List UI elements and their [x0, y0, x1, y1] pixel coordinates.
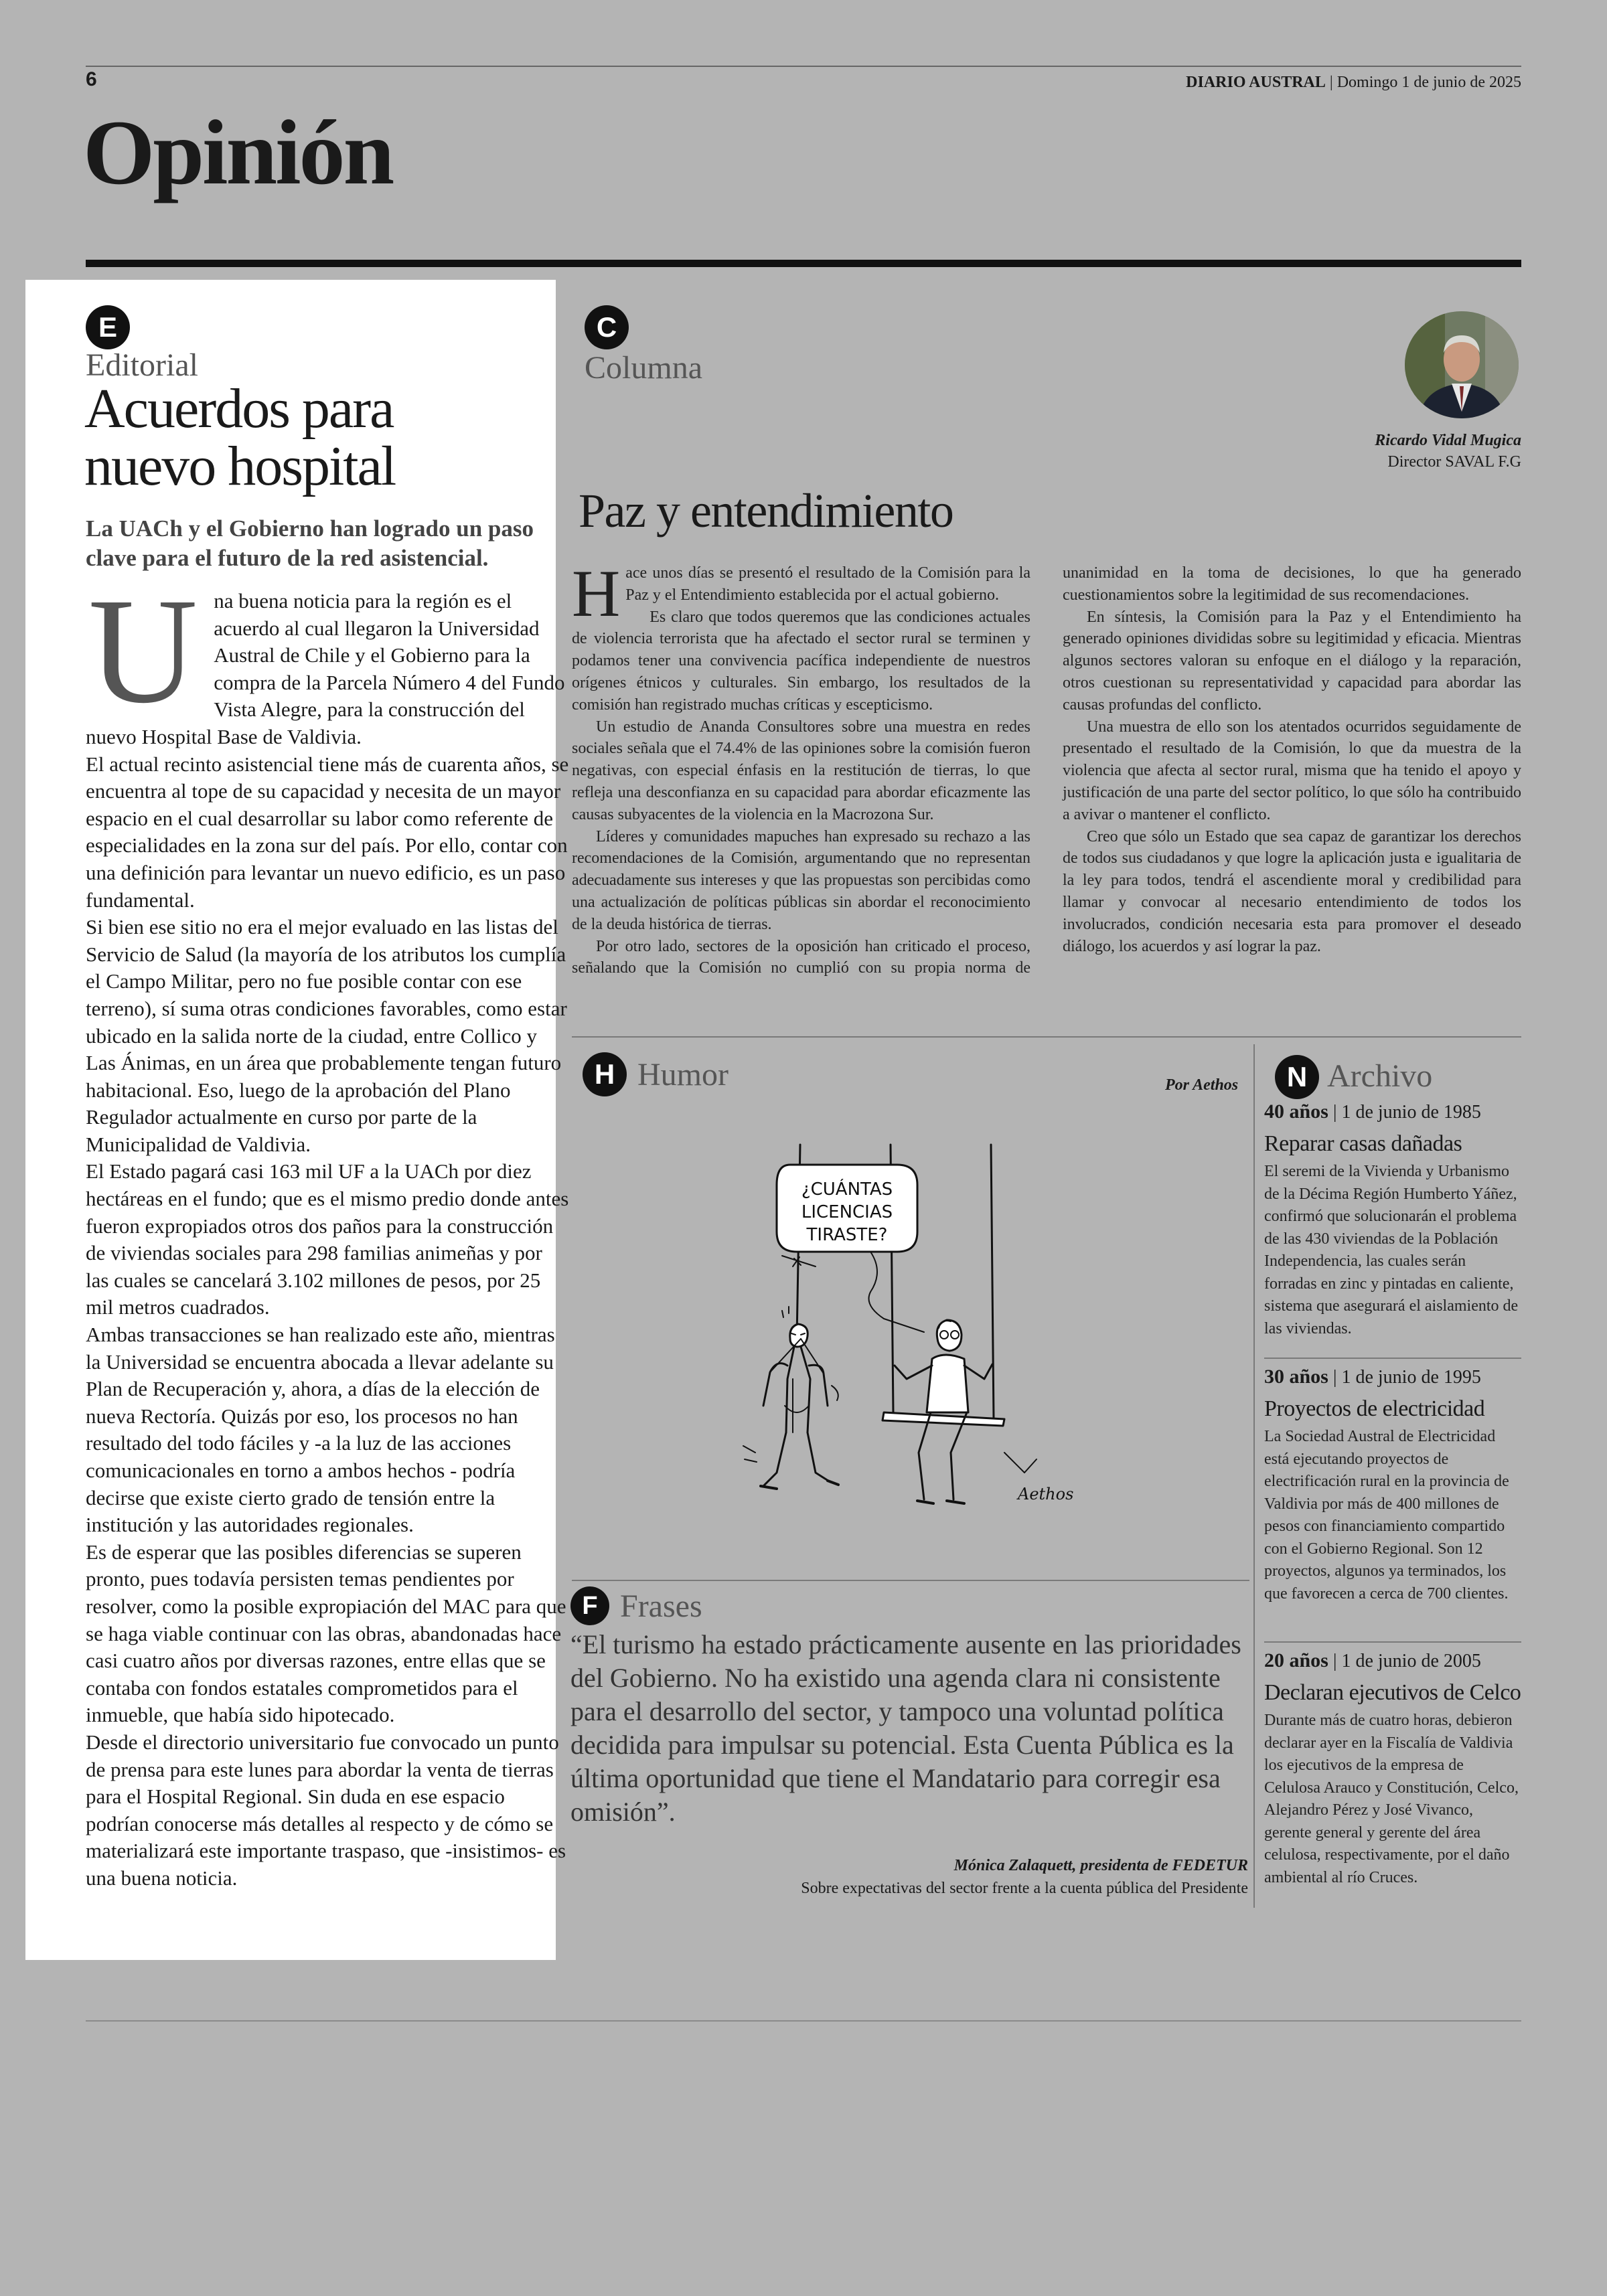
archive-entry [1264, 1649, 1521, 1889]
section-rule [86, 260, 1521, 267]
editorial-headline-line: nuevo hospital [84, 435, 396, 497]
archive-title: Reparar casas dañadas [1264, 1131, 1462, 1156]
editorial-paragraph: Es de esperar que las posibles diferencias se superen pronto, pues todavía persisten temas pendientes por resolver, como la posible expropiación del MAC para que se haga viable continuar con las obras, abandonadas hace casi cuatro años por diversas razones, entre ellas que se contaba con fondos estatales comprometidos para el inmueble, que había sido hipotecado. [86, 1540, 566, 1727]
column-paragraph: Líderes y comunidades mapuches han expresado su rechazo a las recomendaciones de la Comisión, argumentando que no representan adecuadamente sus intereses y que las propuestas son percibidas como una actualización de políticas públicas sin abordar el reconocimiento de la deuda histórica de tierras. [572, 827, 1030, 933]
column-paragraph: Por otro lado, sectores de la oposición han criticado el proceso, señalando que la Comisión no cumplió con su propia norma de unanimidad en la toma de decisiones, lo que ha generado cuestionamientos sobre la legitimidad de sus recomendaciones. [572, 564, 1521, 977]
author-role: Director SAVAL F.G [1387, 453, 1521, 471]
archive-text: El seremi de la Vivienda y Urbanismo de la Décima Región Humberto Yáñez, confirmó que solucionarán el problema de las 430 viviendas de la Población Independencia, las cuales serán forradas en zinc y pintadas en caliente, sistema que asegurará el aislamiento de las viviendas. [1264, 1163, 1519, 1337]
humor-credit: Por Aethos [1165, 1076, 1239, 1094]
archive-year: 20 años | 1 de junio de 2005 [1264, 1649, 1481, 1671]
humor-label: Humor [637, 1057, 729, 1092]
archive-title: Declaran ejecutivos de Celco [1264, 1680, 1521, 1705]
archive-title: Proyectos de electricidad [1264, 1396, 1485, 1421]
editorial-label: Editorial [86, 347, 198, 383]
column-badge: C [585, 305, 629, 349]
archivo-badge: N [1275, 1055, 1319, 1099]
frases-quote: “El turismo ha estado prácticamente ausente en las prioridades del Gobierno. No ha existido una agenda clara ni consistente para el desarrollo del sector, y tampoco una voluntad política decidida para impulsar su potencial. Esta Cuenta Pública es la última oportunidad que tiene el Mandatario para corregir esa omisión”. [570, 1629, 1241, 1827]
editorial-paragraph: Desde el directorio universitario fue convocado un punto de prensa para este lunes para abordar la venta de tierras para el Hospital Regional. Sin duda en ese espacio podrían conocerse más detalles al respecto y de cómo se materializará este importante traspaso, que -insistimos- es una buena noticia. [86, 1730, 566, 1890]
archive-entry [1264, 1366, 1521, 1605]
dropcap: U [88, 567, 198, 734]
frases-label: Frases [620, 1588, 702, 1624]
cartoon-illustration [670, 1138, 1112, 1573]
editorial-body [86, 567, 569, 1892]
column-paragraph: Un estudio de Ananda Consultores sobre una muestra en redes sociales señala que el 74.4% de las opiniones sobre la comisión fueron negativas, con especial énfasis en la restitución de tierras, lo que refleja una desconfianza en su capacidad para abordar eficazmente las causas subyacentes de la violencia en la Macrozona Sur. [572, 718, 1030, 823]
archive-divider [1264, 1641, 1521, 1643]
editorial-paragraph: Si bien ese sitio no era el mejor evaluado en las listas del Servicio de Salud (la mayoría de los atributos los cumplía el Campo Militar, pero no fue posible contar con ese terreno), sí suma otras condiciones favorables, como estar ubicado en la salida norte de la ciudad, entre Collico y Las Ánimas, en un área que probablemente tengan futuro habitacional. Eso, luego de la aprobación del Plano Regulador actualmente en curso por parte de la Municipalidad de Valdivia. [86, 915, 567, 1156]
frases-source [801, 1854, 1248, 1900]
section-divider [572, 1036, 1521, 1038]
editorial-badge: E [86, 305, 130, 349]
column-paragraph: Creo que sólo un Estado que sea capaz de garantizar los derechos de todos sus ciudadanos y que logre la aplicación justa e igualitaria de la ley para todos, tendrá el ascendiente moral y credibilidad para llamar y convocar al necesario entendimiento de todos los involucrados, condición necesaria esta para promover el deseado diálogo, los acuerdos y así lograr la paz. [1063, 827, 1521, 955]
editorial-paragraph: El actual recinto asistencial tiene más de cuarenta años, se encuentra al tope de su capacidad y necesita de un mayor espacio en el cual desarrollar su labor como referente de especialidades en la zona sur del país. Por ello, contar con una definición para levantar un nuevo edificio, es un paso fundamental. [86, 752, 569, 912]
editorial-deck: La UACh y el Gobierno han logrado un paso clave para el futuro de la red asistencial. [86, 515, 534, 571]
column-label: Columna [585, 350, 702, 386]
column-paragraph: Es claro que todos queremos que las condiciones actuales de violencia terrorista que ha afectado el sector rural se terminen y podamos tener una convivencia pacífica independiente de nuestros orígenes étnicos y culturales. Sin embargo, los resultados de la comisión han registrado muchas críticas y escepticismo. [572, 608, 1030, 714]
column-author [1375, 430, 1521, 473]
dropcap: H [572, 556, 621, 631]
author-photo [1405, 311, 1519, 418]
quote-context: Sobre expectativas del sector frente a la cuenta pública del Presidente [801, 1880, 1248, 1897]
speech-bubble-text: TIRASTE? [806, 1225, 888, 1245]
footer-rule [86, 2020, 1521, 2022]
column-title: Paz y entendimiento [579, 484, 953, 538]
archive-text: La Sociedad Austral de Electricidad está ejecutando proyectos de electrificación rural en la provincia de Valdivia por más de 400 millones de pesos con financiamiento compartido con el Gobierno Regional. Son 12 proyectos, algunos ya terminados, los que favorecen a cerca de 700 clientes. [1264, 1428, 1509, 1603]
column-paragraph: Una muestra de ello son los atentados ocurridos seguidamente de presentado el resultado de la Comisión, lo que da muestra de la violencia que afecta al sector rural, misma que ha tenido el apoyo y justificación de una parte del sector político, lo que sólo ha contribuido a avivar o mantener el conflicto. [1063, 718, 1521, 823]
editorial-paragraph: Ambas transacciones se han realizado este año, mientras la Universidad se encuentra abocada a llevar adelante su Plan de Recuperación y, ahora, a días de la elección de nueva Rectoría. Quizás por eso, los procesos no han resultado del todo fáciles y -a la luz de las acciones comunicacionales en torno a ambos hechos - podría decirse que existe cierto grado de tensión entre la institución y las autoridades regionales. [86, 1323, 555, 1537]
archive-entry [1264, 1100, 1521, 1340]
author-name: Ricardo Vidal Mugica [1375, 432, 1521, 449]
editorial-headline-line: Acuerdos para [84, 378, 394, 440]
header-rule [86, 66, 1521, 67]
archive-divider [1264, 1358, 1521, 1359]
editorial-headline [84, 380, 540, 495]
section-divider [572, 1580, 1249, 1581]
column-divider [1253, 1044, 1255, 1908]
archivo-label: Archivo [1327, 1058, 1433, 1094]
section-title: Opinión [83, 101, 393, 203]
editorial-paragraph: El Estado pagará casi 163 mil UF a la UACh por diez hectáreas en el fundo; que es el mismo predio donde antes fueron expropiados otros dos paños para la construcción de viviendas sociales para 298 familias animeñas y por las cuales se cancelará 3.102 millones de pesos, por 25 mil metros cuadrados. [86, 1159, 569, 1319]
newspaper-name: DIARIO AUSTRAL [1186, 74, 1326, 91]
quote-author: Mónica Zalaquett, presidenta de FEDETUR [953, 1857, 1248, 1874]
speech-bubble-text: ¿CUÁNTAS [801, 1179, 893, 1200]
frases-badge: F [570, 1586, 609, 1625]
archive-year: 30 años | 1 de junio de 1995 [1264, 1366, 1481, 1388]
speech-bubble-text: LICENCIAS [801, 1202, 893, 1222]
cartoon-signature: Aethos [1018, 1485, 1074, 1503]
archive-text: Durante más de cuatro horas, debieron declarar ayer en la Fiscalía de Valdivia los ejecutivos de la empresa de Celulosa Arauco y Constitución, Celco, Alejandro Pérez y José Vivanco, gerente general y gerente del área celulosa, respectivamente, por el daño ambiental al río Cruces. [1264, 1712, 1519, 1886]
column-paragraph: Hace unos días se presentó el resultado de la Comisión para la Paz y el Entendimiento establecida por el actual gobierno. [572, 556, 1030, 631]
page-number: 6 [86, 68, 97, 90]
column-body [572, 556, 1521, 979]
editorial-paragraph: Una buena noticia para la región es el acuerdo al cual llegaron la Universidad Austral de Chile y el Gobierno para la compra de la Parcela Número 4 del Fundo Vista Alegre, para la construcción del nuevo Hospital Base de Valdivia. [86, 567, 565, 748]
archive-year: 40 años | 1 de junio de 1985 [1264, 1100, 1481, 1123]
masthead: DIARIO AUSTRAL | Domingo 1 de junio de 2025 [1186, 74, 1521, 91]
editorial-panel [25, 280, 569, 1960]
humor-badge: H [583, 1052, 627, 1096]
issue-date: Domingo 1 de junio de 2025 [1336, 74, 1521, 91]
column-paragraph: En síntesis, la Comisión para la Paz y el Entendimiento ha generado opiniones divididas sobre su legitimidad y eficacia. Mientras algunos sectores valoran su enfoque en el diálogo y la reparación, otros cuestionan su representatividad y capacidad para abordar las causas profundas del conflicto. [1063, 608, 1521, 714]
